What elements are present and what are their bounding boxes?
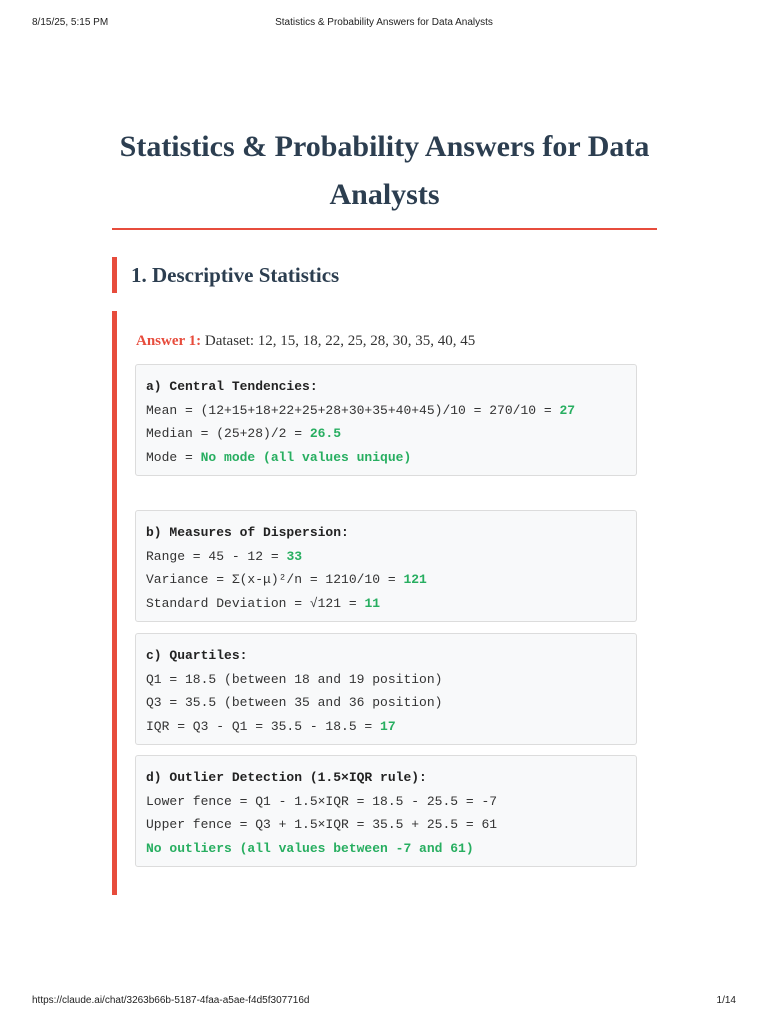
iqr-value: 17 (380, 718, 396, 734)
answer-label: Answer 1: (136, 333, 202, 349)
print-header (0, 17, 768, 31)
box-title: a) Central Tendencies: (146, 379, 318, 394)
box-title: d) Outlier Detection (1.5×IQR rule): (146, 770, 427, 785)
print-page-title: Statistics & Probability Answers for Data Analysts (275, 17, 493, 28)
range-line (146, 545, 626, 569)
mode-value: No mode (all values unique) (200, 449, 412, 465)
answer-intro (136, 333, 475, 350)
mean-value: 27 (559, 402, 576, 418)
variance-value: 121 (403, 572, 427, 587)
section-heading-descriptive-statistics: 1. Descriptive Statistics (112, 257, 652, 293)
print-url: https://claude.ai/chat/3263b66b-5187-4faa-a5ae-f4d5f307716d (32, 995, 310, 1006)
mean-formula: Mean = (12+15+18+22+25+28+30+35+40+45)/10 = 270/10 = (146, 402, 560, 418)
print-footer (0, 995, 768, 1009)
box-title: c) Quartiles: (146, 648, 248, 663)
median-line (146, 422, 626, 446)
lower-fence-line: Lower fence = Q1 - 1.5×IQR = 18.5 - 25.5 = -7 (146, 793, 498, 809)
q1-line: Q1 = 18.5 (between 18 and 19 position) (146, 671, 443, 687)
mode-formula: Mode = (146, 449, 201, 465)
median-formula: Median = (25+28)/2 = (146, 426, 310, 441)
page-number: 1/14 (716, 995, 736, 1006)
dispersion-box (135, 510, 637, 622)
q3-line: Q3 = 35.5 (between 35 and 36 position) (146, 695, 443, 710)
mean-line (146, 399, 626, 423)
sd-value: 11 (364, 595, 381, 611)
answer-block (112, 311, 652, 895)
outlier-conclusion: No outliers (all values between -7 and 61) (146, 840, 474, 856)
sd-formula: Standard Deviation = √121 = (146, 595, 365, 611)
print-date: 8/15/25, 5:15 PM (32, 17, 109, 28)
central-tendencies-box (135, 364, 637, 476)
mode-line (146, 446, 626, 470)
quartiles-box (135, 633, 637, 745)
upper-fence-line: Upper fence = Q3 + 1.5×IQR = 35.5 + 25.5 = 61 (146, 817, 498, 832)
title-divider (112, 228, 657, 230)
range-formula: Range = 45 - 12 = (146, 548, 287, 564)
variance-formula: Variance = Σ(x-μ)²/n = 1210/10 = (146, 572, 404, 587)
iqr-formula: IQR = Q3 - Q1 = 35.5 - 18.5 = (146, 718, 381, 734)
answer-dataset: Dataset: 12, 15, 18, 22, 25, 28, 30, 35, 40, 45 (201, 333, 476, 349)
box-title: b) Measures of Dispersion: (146, 525, 349, 540)
sd-line (146, 592, 626, 616)
median-value: 26.5 (309, 426, 342, 441)
variance-line (146, 568, 626, 592)
iqr-line (146, 715, 626, 739)
document-title: Statistics & Probability Answers for Data Analysts (119, 130, 650, 211)
range-value: 33 (286, 548, 303, 564)
outlier-detection-box (135, 755, 637, 867)
